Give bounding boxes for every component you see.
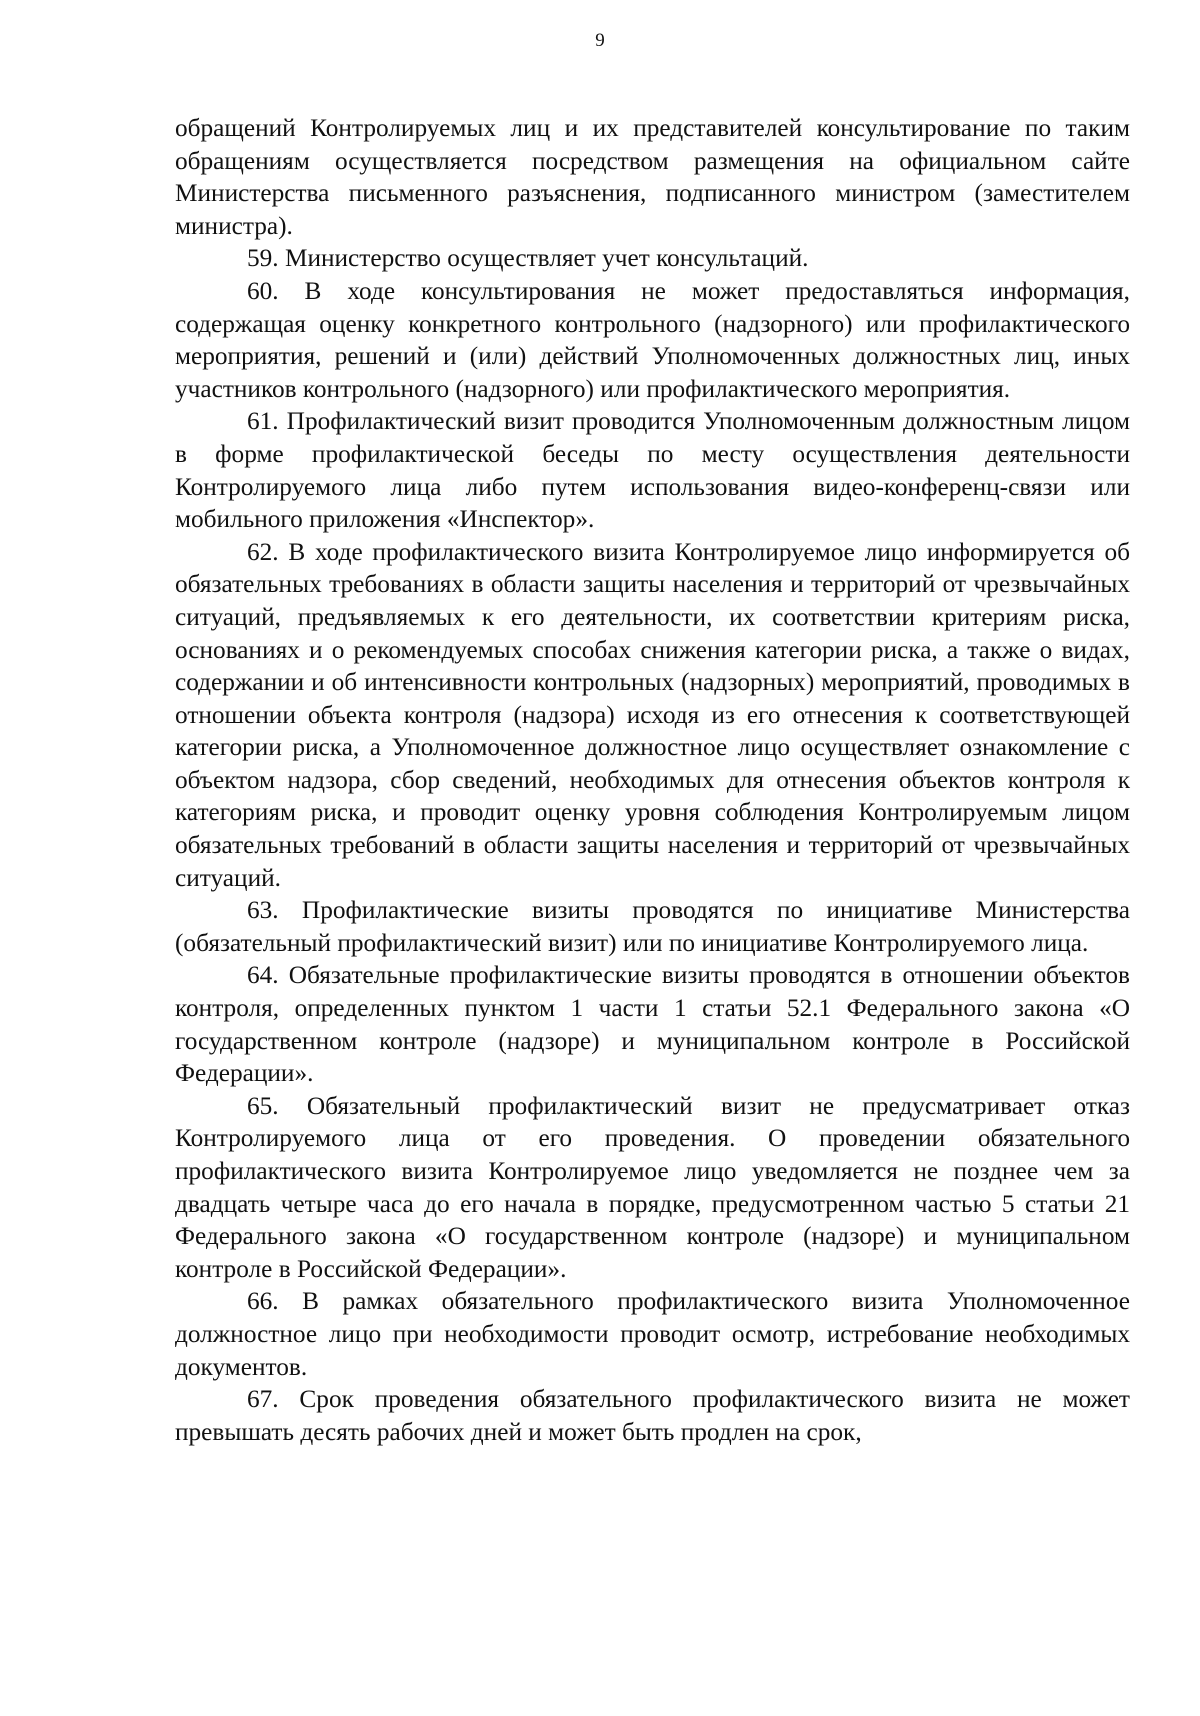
paragraph-60: 60. В ходе консультирования не может предоставляться информация, содержащая оценку конкретного контрольного (надзорного) или профилактического мероприятия, решений и (или) действий Уполномоченных должностных лиц, иных участников контрольного (надзорного) или профилактического мероприятия. — [175, 276, 1130, 403]
paragraph-66: 66. В рамках обязательного профилактического визита Уполномоченное должностное лицо при необходимости проводит осмотр, истребование необходимых документов. — [175, 1287, 1130, 1381]
page-number: 9 — [595, 30, 605, 51]
paragraph-62: 62. В ходе профилактического визита Контролируемое лицо информируется об обязательных требованиях в области защиты населения и территорий от чрезвычайных ситуаций, предъявляемых к его деятельности, их соответствии критериям риска, основаниях и о рекомендуемых способах снижения категории риска, а также о видах, содержании и об интенсивности контрольных (надзорных) мероприятий, проводимых в отношении объекта контроля (надзора) исходя из его отнесения к соответствующей категории риска, а Уполномоченное должностное лицо осуществляет ознакомление с объектом надзора, сбор сведений, необходимых для отнесения объектов контроля к категориям риска, и проводит оценку уровня соблюдения Контролируемым лицом обязательных требований в области защиты населения и территорий от чрезвычайных ситуаций. — [175, 537, 1130, 892]
paragraph-59: 59. Министерство осуществляет учет консультаций. — [247, 244, 809, 273]
paragraph-61: 61. Профилактический визит проводится Уполномоченным должностным лицом в форме профилактической беседы по месту осуществления деятельности Контролируемого лица либо путем использования видео-конференц-связи или мобильного приложения «Инспектор». — [175, 407, 1130, 534]
paragraph-65: 65. Обязательный профилактический визит не предусматривает отказ Контролируемого лица от его проведения. О проведении обязательного профилактического визита Контролируемое лицо уведомляется не позднее чем за двадцать четыре часа до его начала в порядке, предусмотренном частью 5 статьи 21 Федерального закона «О государственном контроле (надзоре) и муниципальном контроле в Российской Федерации». — [175, 1091, 1130, 1283]
paragraph-64: 64. Обязательные профилактические визиты проводятся в отношении объектов контроля, определенных пунктом 1 части 1 статьи 52.1 Федерального закона «О государственном контроле (надзоре) и муниципальном контроле в Российской Федерации». — [175, 961, 1130, 1088]
paragraph-continuation: обращений Контролируемых лиц и их представителей консультирование по таким обращениям осуществляется посредством размещения на официальном сайте Министерства письменного разъяснения, подписанного министром (заместителем министра). — [175, 114, 1130, 240]
paragraph-67: 67. Срок проведения обязательного профилактического визита не может превышать десять рабочих дней и может быть продлен на срок, — [175, 1385, 1130, 1446]
paragraph-63: 63. Профилактические визиты проводятся по инициативе Министерства (обязательный профилактический визит) или по инициативе Контролируемого лица. — [175, 896, 1130, 957]
document-body — [175, 112, 1130, 1448]
